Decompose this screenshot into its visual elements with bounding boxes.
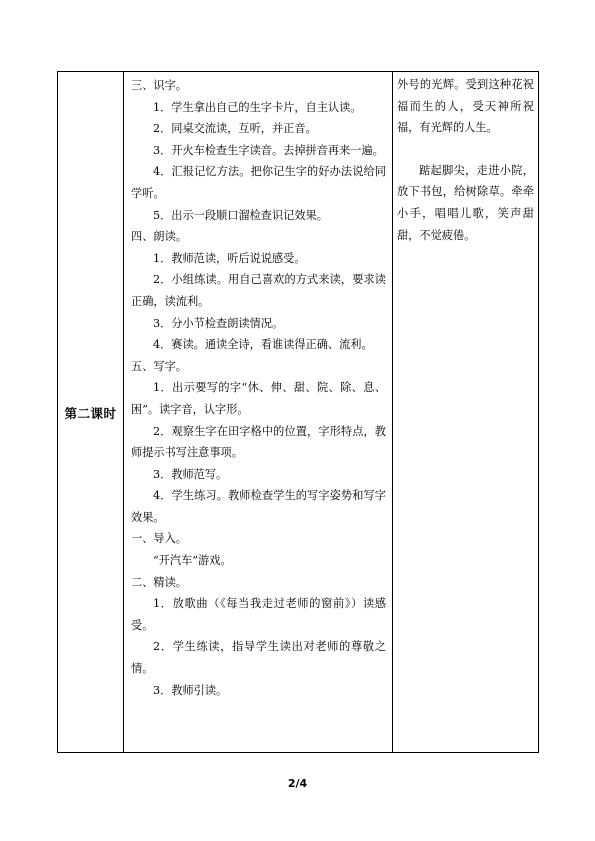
step-item: 2．小组练读。用自己喜欢的方式来读，要求读正确，读流利。 [131,273,386,308]
section-heading: 五、写字。 [131,359,187,373]
teaching-content-cell [124,72,393,753]
step-item: 4．汇报记忆方法。把你记生字的好办法说给同学听。 [131,165,386,200]
section-label-cell [58,72,124,753]
step-item: 5．出示一段顺口溜检查识记效果。 [153,208,328,222]
note-spacer [397,139,534,160]
section-heading: 二、精读。 [131,575,187,589]
step-item: 3．开火车检查生字读音。去掉拼音再来一遍。 [153,143,384,157]
teaching-steps [131,75,386,701]
table-row [58,72,539,753]
section-heading: 四、朗读。 [131,230,187,244]
step-item: 2．同桌交流读，互听，并正音。 [153,122,317,136]
step-item: 2．观察生字在田字格中的位置，字形特点，教师提示书写注意事项。 [131,424,386,460]
step-item: 1．学生拿出自己的生字卡片，自主认读。 [153,100,362,114]
page-number: 2/4 [287,777,308,790]
step-item: “开汽车”游戏。 [153,554,232,568]
step-item: 4．学生练习。教师检查学生的写字姿势和写字效果。 [131,489,386,524]
step-item: 1．放歌曲（《每当我走过老师的窗前》）读感受。 [131,597,386,632]
step-item: 1．出示要写的字“休、伸、甜、院、除、息、困”。读字音，认字形。 [131,381,386,416]
step-item: 2．学生练读，指导学生读出对老师的尊敬之情。 [131,640,386,676]
section-heading: 三、识字。 [131,79,187,92]
step-item: 4．赛读。通读全诗，看谁读得正确、流利。 [153,338,373,352]
note-paragraph: 外号的光辉。受到这种花祝福而生的人，受天神所祝福，有光辉的人生。 [397,78,534,135]
lesson-plan-table [57,71,539,753]
section-label: 第二课时 [64,405,117,421]
step-item: 1．教师范读，听后说说感受。 [153,251,306,265]
notes-cell [393,72,539,753]
notes-column [397,74,534,246]
step-item: 3．教师范写。 [153,467,228,481]
step-item: 3．分小节检查朗读情况。 [153,316,284,330]
section-heading: 一、导入。 [131,532,187,546]
note-paragraph: 踮起脚尖，走进小院，放下书包，给树除草。牵牵小手，唱唱儿歌，笑声甜甜，不觉疲倦。 [397,163,534,242]
step-item: 3．教师引读。 [153,683,228,697]
